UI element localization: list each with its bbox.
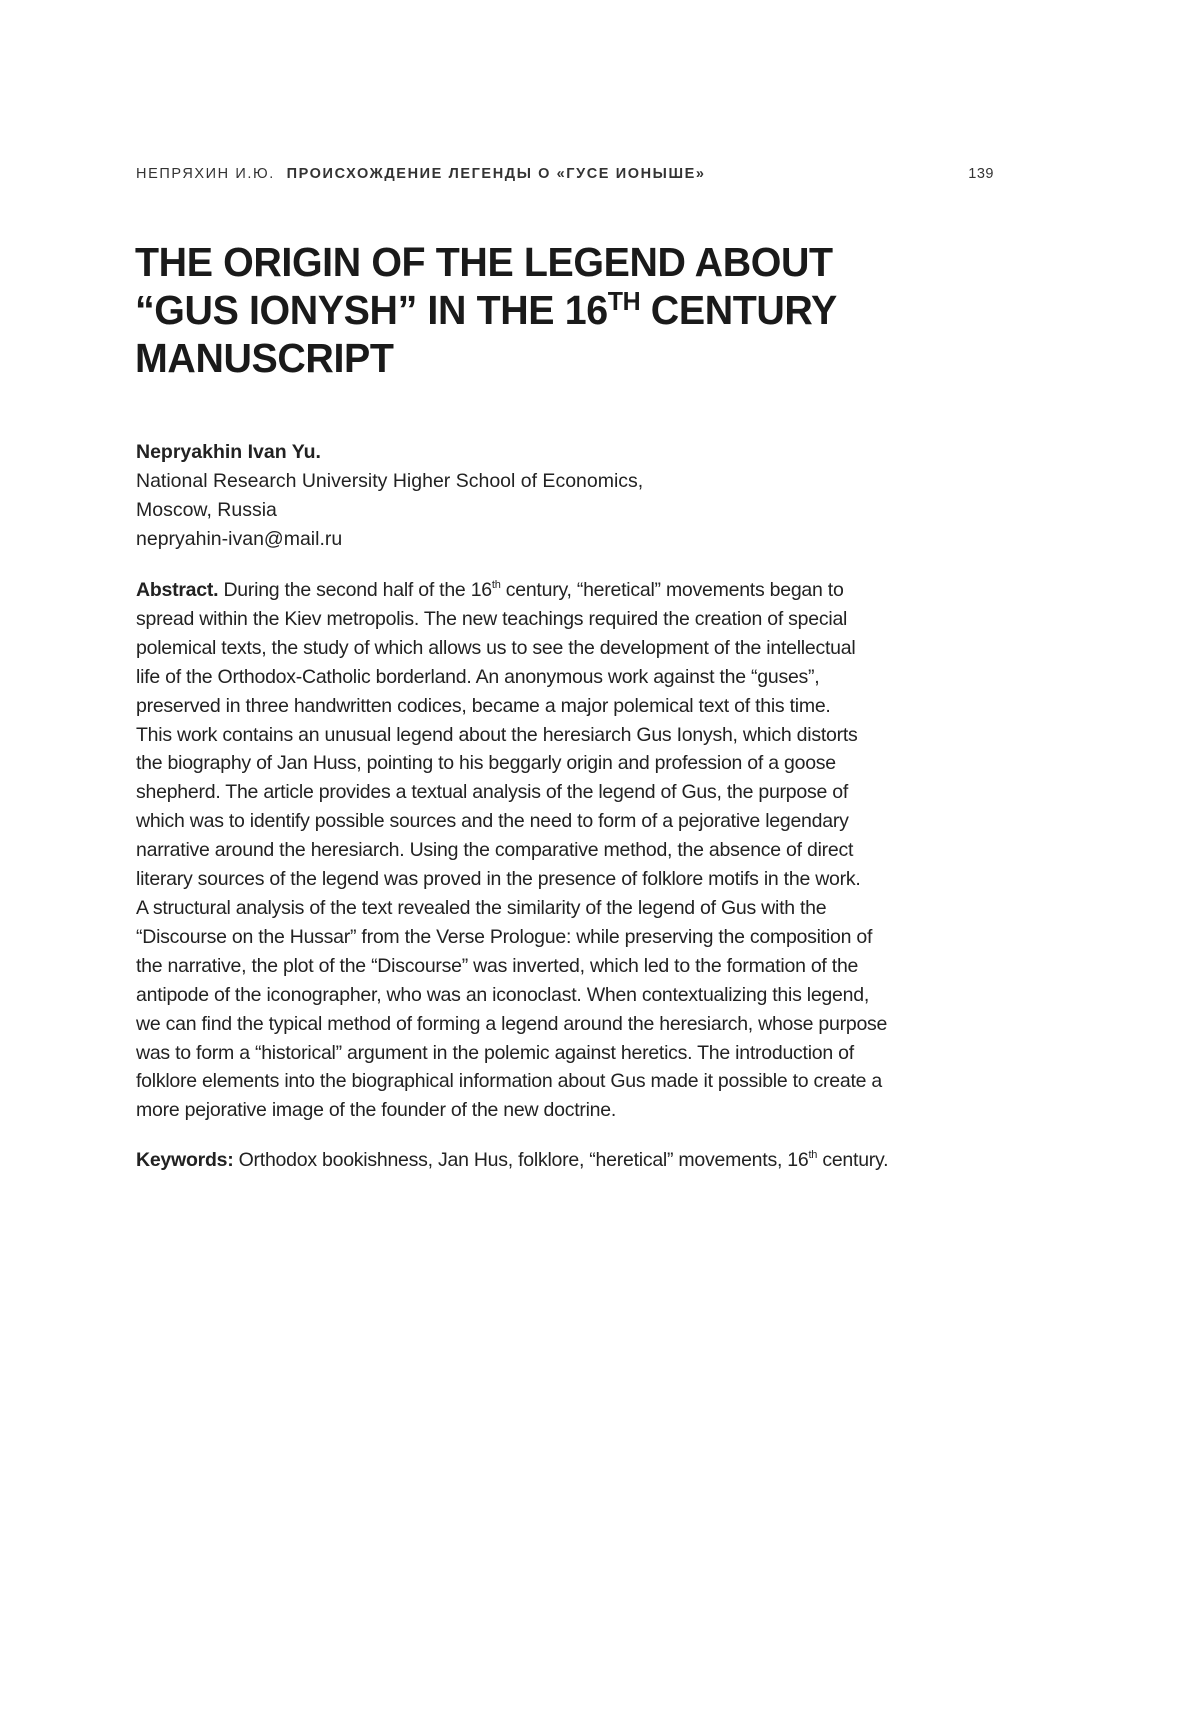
abstract-line: preserved in three handwritten codices, became a major polemical text of this time. <box>136 694 831 717</box>
abstract-line: more pejorative image of the founder of the new doctrine. <box>136 1099 617 1122</box>
abstract-line: which was to identify possible sources and the need to form of a pejorative legendary <box>136 810 849 833</box>
abstract-line: This work contains an unusual legend about the heresiarch Gus Ionysh, which distorts <box>136 723 858 746</box>
abstract-label: Abstract. <box>136 579 219 601</box>
abstract-line: antipode of the iconographer, who was an iconoclast. When contextualizing this legend, <box>136 983 869 1006</box>
article-title <box>135 238 999 382</box>
author-location: Moscow, Russia <box>136 499 277 521</box>
abstract-line: the biography of Jan Huss, pointing to his beggarly origin and profession of a goose <box>136 752 836 775</box>
keywords <box>136 1146 1006 1175</box>
abstract <box>136 576 996 1125</box>
title-line-3: MANUSCRIPT <box>135 335 394 381</box>
abstract-first-text: During the second half of the 16 <box>218 579 492 601</box>
abstract-line: spread within the Kiev metropolis. The new teachings required the creation of special <box>136 607 848 630</box>
running-head-title: ПРОИСХОЖДЕНИЕ ЛЕГЕНДЫ О «ГУСЕ ИОНЫШЕ» <box>286 166 706 182</box>
author-block <box>136 438 936 554</box>
abstract-line: “Discourse on the Hussar” from the Verse Prologue: while preserving the composition of <box>136 925 873 948</box>
abstract-first-text-end: century, “heretical” movements began to <box>500 579 844 601</box>
page-number: 139 <box>968 166 994 182</box>
running-head-author: НЕПРЯХИН И.Ю. <box>136 166 275 182</box>
abstract-line: the narrative, the plot of the “Discourse” was inverted, which led to the formation of the <box>136 954 859 977</box>
abstract-line: folklore elements into the biographical information about Gus made it possible to create a <box>136 1070 883 1093</box>
abstract-line: life of the Orthodox-Catholic borderland. An anonymous work against the “guses”, <box>136 665 820 688</box>
abstract-line: polemical texts, the study of which allows us to see the development of the intellectual <box>136 636 856 659</box>
title-line-2-end: CENTURY <box>640 287 837 333</box>
author-email[interactable]: nepryahin-ivan@mail.ru <box>136 528 343 550</box>
title-line-2 <box>135 286 999 334</box>
abstract-line: narrative around the heresiarch. Using the comparative method, the absence of direct <box>136 839 854 862</box>
running-head <box>136 166 994 182</box>
abstract-line: was to form a “historical” argument in the polemic against heretics. The introduction of <box>136 1041 854 1064</box>
abstract-superscript: th <box>491 579 501 591</box>
abstract-line: literary sources of the legend was proved in the presence of folklore motifs in the work. <box>136 868 861 891</box>
author-name: Nepryakhin Ivan Yu. <box>136 441 321 463</box>
title-superscript: TH <box>607 286 641 316</box>
title-line-1: THE ORIGIN OF THE LEGEND ABOUT <box>135 239 833 285</box>
title-line-2-start: “GUS IONYSH” IN THE 16 <box>135 287 608 333</box>
abstract-line <box>136 576 996 605</box>
keywords-superscript: th <box>808 1149 818 1161</box>
keywords-label: Keywords: <box>136 1149 234 1171</box>
abstract-line: we can find the typical method of forming a legend around the heresiarch, whose purpose <box>136 1012 888 1035</box>
keywords-text: Orthodox bookishness, Jan Hus, folklore, “heretical” movements, 16 <box>233 1149 809 1171</box>
abstract-line: shepherd. The article provides a textual analysis of the legend of Gus, the purpose of <box>136 781 849 804</box>
keywords-text-end: century. <box>817 1149 889 1171</box>
author-affiliation: National Research University Higher School of Economics, <box>136 470 644 492</box>
abstract-line: A structural analysis of the text revealed the similarity of the legend of Gus with the <box>136 896 827 919</box>
